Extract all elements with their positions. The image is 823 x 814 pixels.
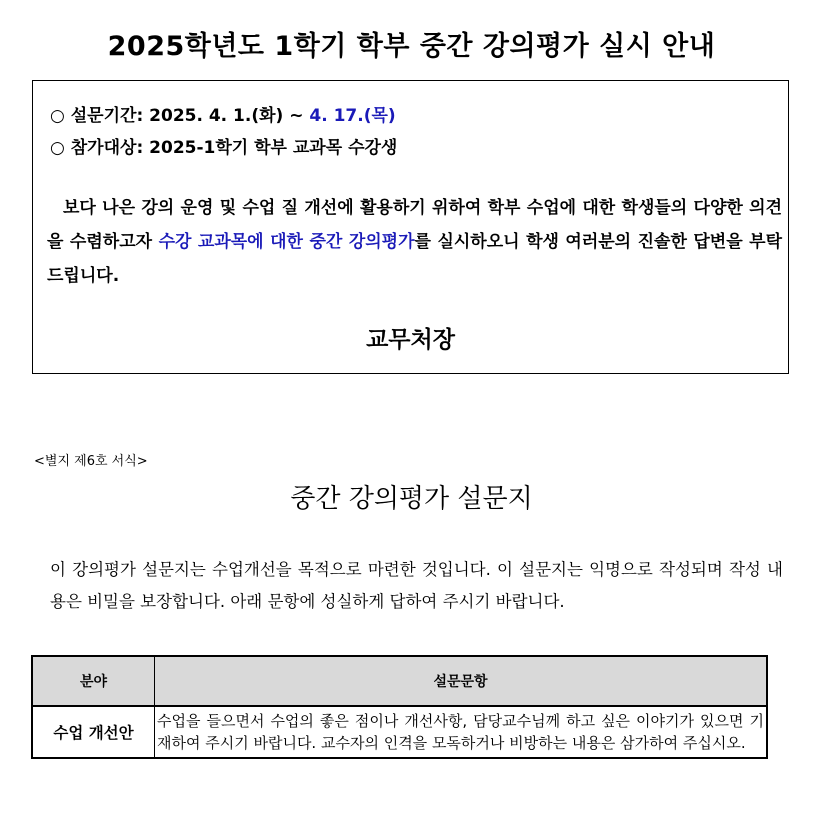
notice-signature: 교무처장 (366, 327, 455, 353)
notice-body-part2: 를 실시하오니 학생 여러분의 진솔한 답변을 부탁드립니다. (47, 232, 783, 286)
notice-body (47, 191, 782, 293)
notice-title: 2025학년도 1학기 학부 중간 강의평가 실시 안내 (107, 31, 716, 62)
table-row (32, 706, 767, 758)
survey-title: 중간 강의평가 설문지 (290, 484, 533, 514)
notice-box (32, 80, 789, 374)
header-question: 설문문항 (155, 656, 768, 706)
row-category: 수업 개선안 (32, 706, 155, 758)
table-header-row (32, 656, 767, 706)
survey-period-label: ○ 설문기간: 2025. 4. 1.(화) ~ (50, 106, 310, 126)
notice-body-highlight: 수강 교과목에 대한 중간 강의평가 (158, 232, 415, 252)
survey-period-end: 4. 17.(목) (309, 106, 396, 126)
survey-target: ○ 참가대상: 2025-1학기 학부 교과목 수강생 (50, 138, 398, 158)
survey-intro: 이 강의평가 설문지는 수업개선을 목적으로 마련한 것입니다. 이 설문지는 익명으로 작성되며 작성 내용은 비밀을 보장합니다. 아래 문항에 성실하게 답하여 주시기 바랍니다. (50, 560, 783, 611)
notice-body-part1: 보다 나은 강의 운영 및 수업 질 개선에 활용하기 위하여 학부 수업에 대한 학생들의 다양한 의견을 수렴하고자 (47, 198, 782, 252)
header-category: 분야 (32, 656, 155, 706)
survey-period (50, 101, 396, 126)
form-number: <별지 제6호 서식> (34, 454, 148, 469)
question-table (31, 655, 768, 759)
row-question: 수업을 들으면서 수업의 좋은 점이나 개선사항, 담당교수님께 하고 싶은 이야기가 있으면 기재하여 주시기 바랍니다. 교수자의 인격을 모독하거나 비방하는 내용은 삼가하여 주십시오. (155, 706, 768, 758)
